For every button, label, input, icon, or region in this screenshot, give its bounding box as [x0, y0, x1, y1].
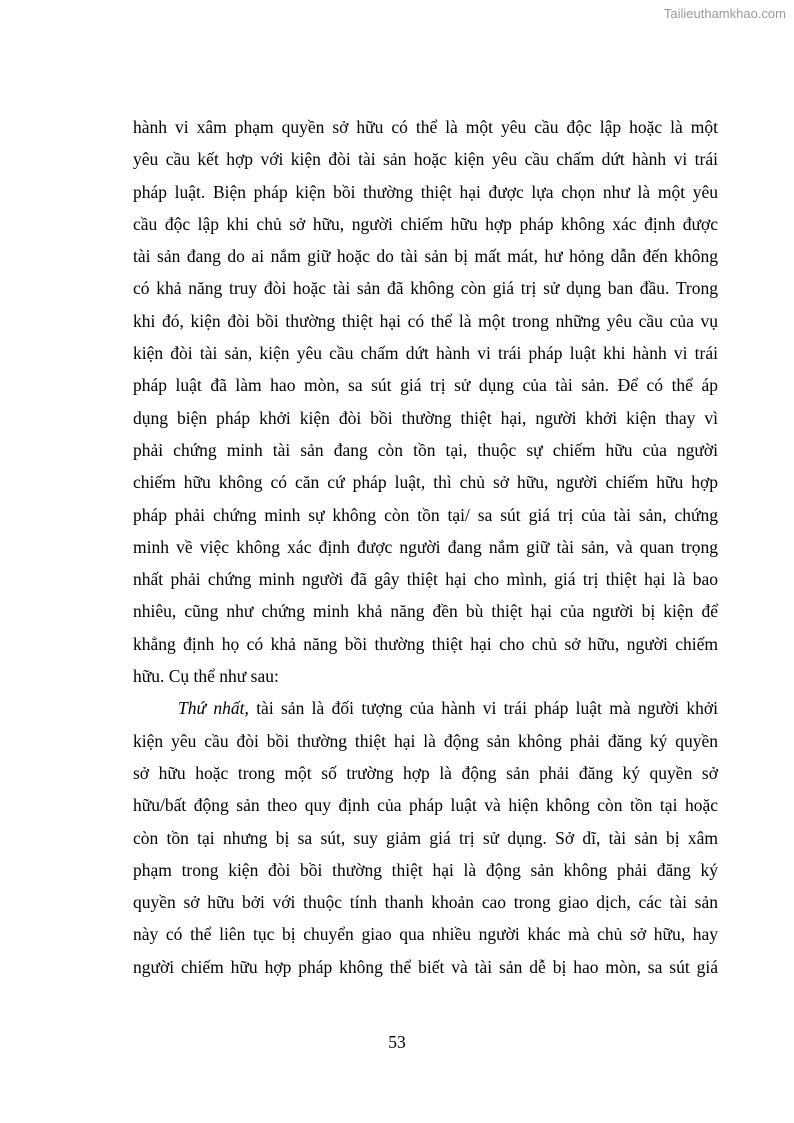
- paragraph-1-line: hữu. Cụ thể như sau:: [133, 666, 279, 687]
- paragraph-2-line: kiện yêu cầu đòi bồi thường thiệt hại là động sản không phải đăng ký quyền: [133, 730, 718, 751]
- page-body: [133, 111, 718, 983]
- paragraph-1-line: pháp luật đã làm hao mòn, sa sút giá trị sử dụng của tài sản. Để có thể áp: [133, 375, 718, 396]
- paragraph-1-line: chiếm hữu không có căn cứ pháp luật, thì chủ sở hữu, người chiếm hữu hợp: [133, 472, 718, 493]
- paragraph-1-line: tài sản đang do ai nắm giữ hoặc do tài sản bị mất mát, hư hỏng dẫn đến không: [133, 246, 718, 267]
- paragraph-1-line: khi đó, kiện đòi bồi thường thiệt hại có thể là một trong những yêu cầu của vụ: [133, 310, 718, 331]
- paragraph-2-line: phạm trong kiện đòi bồi thường thiệt hại là động sản không phải đăng ký: [133, 859, 718, 880]
- paragraph-1-line: dụng biện pháp khởi kiện đòi bồi thường thiệt hại, người khởi kiện thay vì: [133, 407, 718, 428]
- paragraph-2-line: còn tồn tại nhưng bị sa sút, suy giảm giá trị sử dụng. Sở dĩ, tài sản bị xâm: [133, 827, 718, 848]
- paragraph-2-line: hữu/bất động sản theo quy định của pháp luật và hiện không còn tồn tại hoặc: [133, 795, 718, 816]
- paragraph-2-line: người chiếm hữu hợp pháp không thể biết và tài sản dễ bị hao mòn, sa sút giá: [133, 956, 718, 977]
- paragraph-2: [133, 692, 718, 983]
- paragraph-2-line-1: [133, 692, 718, 724]
- paragraph-2-line: này có thể liên tục bị chuyển giao qua nhiều người khác mà chủ sở hữu, hay: [133, 924, 718, 945]
- page-number: 53: [388, 1032, 406, 1052]
- paragraph-1-line: nhiêu, cũng như chứng minh khả năng đền bù thiệt hại của người bị kiện để: [133, 601, 718, 622]
- paragraph-1-line: khẳng định họ có khả năng bồi thường thiệt hại cho chủ sở hữu, người chiếm: [133, 633, 718, 654]
- paragraph-1-line: yêu cầu kết hợp với kiện đòi tài sản hoặc kiện yêu cầu chấm dứt hành vi trái: [133, 149, 718, 170]
- paragraph-1-line: minh về việc không xác định được người đang nắm giữ tài sản, và quan trọng: [133, 536, 718, 557]
- paragraph-2-line: quyền sở hữu bởi với thuộc tính thanh khoản cao trong giao dịch, các tài sản: [133, 892, 718, 913]
- emphasis-thu-nhat: Thứ nhất: [178, 698, 245, 719]
- paragraph-1: [133, 111, 718, 692]
- paragraph-1-line: có khả năng truy đòi hoặc tài sản đã không còn giá trị sử dụng ban đầu. Trong: [133, 278, 718, 299]
- paragraph-1-line: cầu độc lập khi chủ sở hữu, người chiếm hữu hợp pháp không xác định được: [133, 213, 718, 234]
- watermark: Tailieuthamkhao.com: [663, 6, 786, 21]
- paragraph-2-line: sở hữu hoặc trong một số trường hợp là động sản phải đăng ký quyền sở: [133, 762, 718, 783]
- paragraph-2-line-1-rest: , tài sản là đối tượng của hành vi trái pháp luật mà người khởi: [244, 698, 718, 719]
- paragraph-1-line: phải chứng minh tài sản đang còn tồn tại, thuộc sự chiếm hữu của người: [133, 439, 718, 460]
- paragraph-1-line: kiện đòi tài sản, kiện yêu cầu chấm dứt hành vi trái pháp luật khi hành vi trái: [133, 343, 718, 364]
- paragraph-1-line: pháp luật. Biện pháp kiện bồi thường thiệt hại được lựa chọn như là một yêu: [133, 181, 718, 202]
- paragraph-1-line: hành vi xâm phạm quyền sở hữu có thể là một yêu cầu độc lập hoặc là một: [133, 117, 718, 137]
- paragraph-1-line: pháp phải chứng minh sự không còn tồn tại/ sa sút giá trị của tài sản, chứng: [133, 504, 718, 525]
- paragraph-1-line: nhất phải chứng minh người đã gây thiệt hại cho mình, giá trị thiệt hại là bao: [133, 569, 718, 590]
